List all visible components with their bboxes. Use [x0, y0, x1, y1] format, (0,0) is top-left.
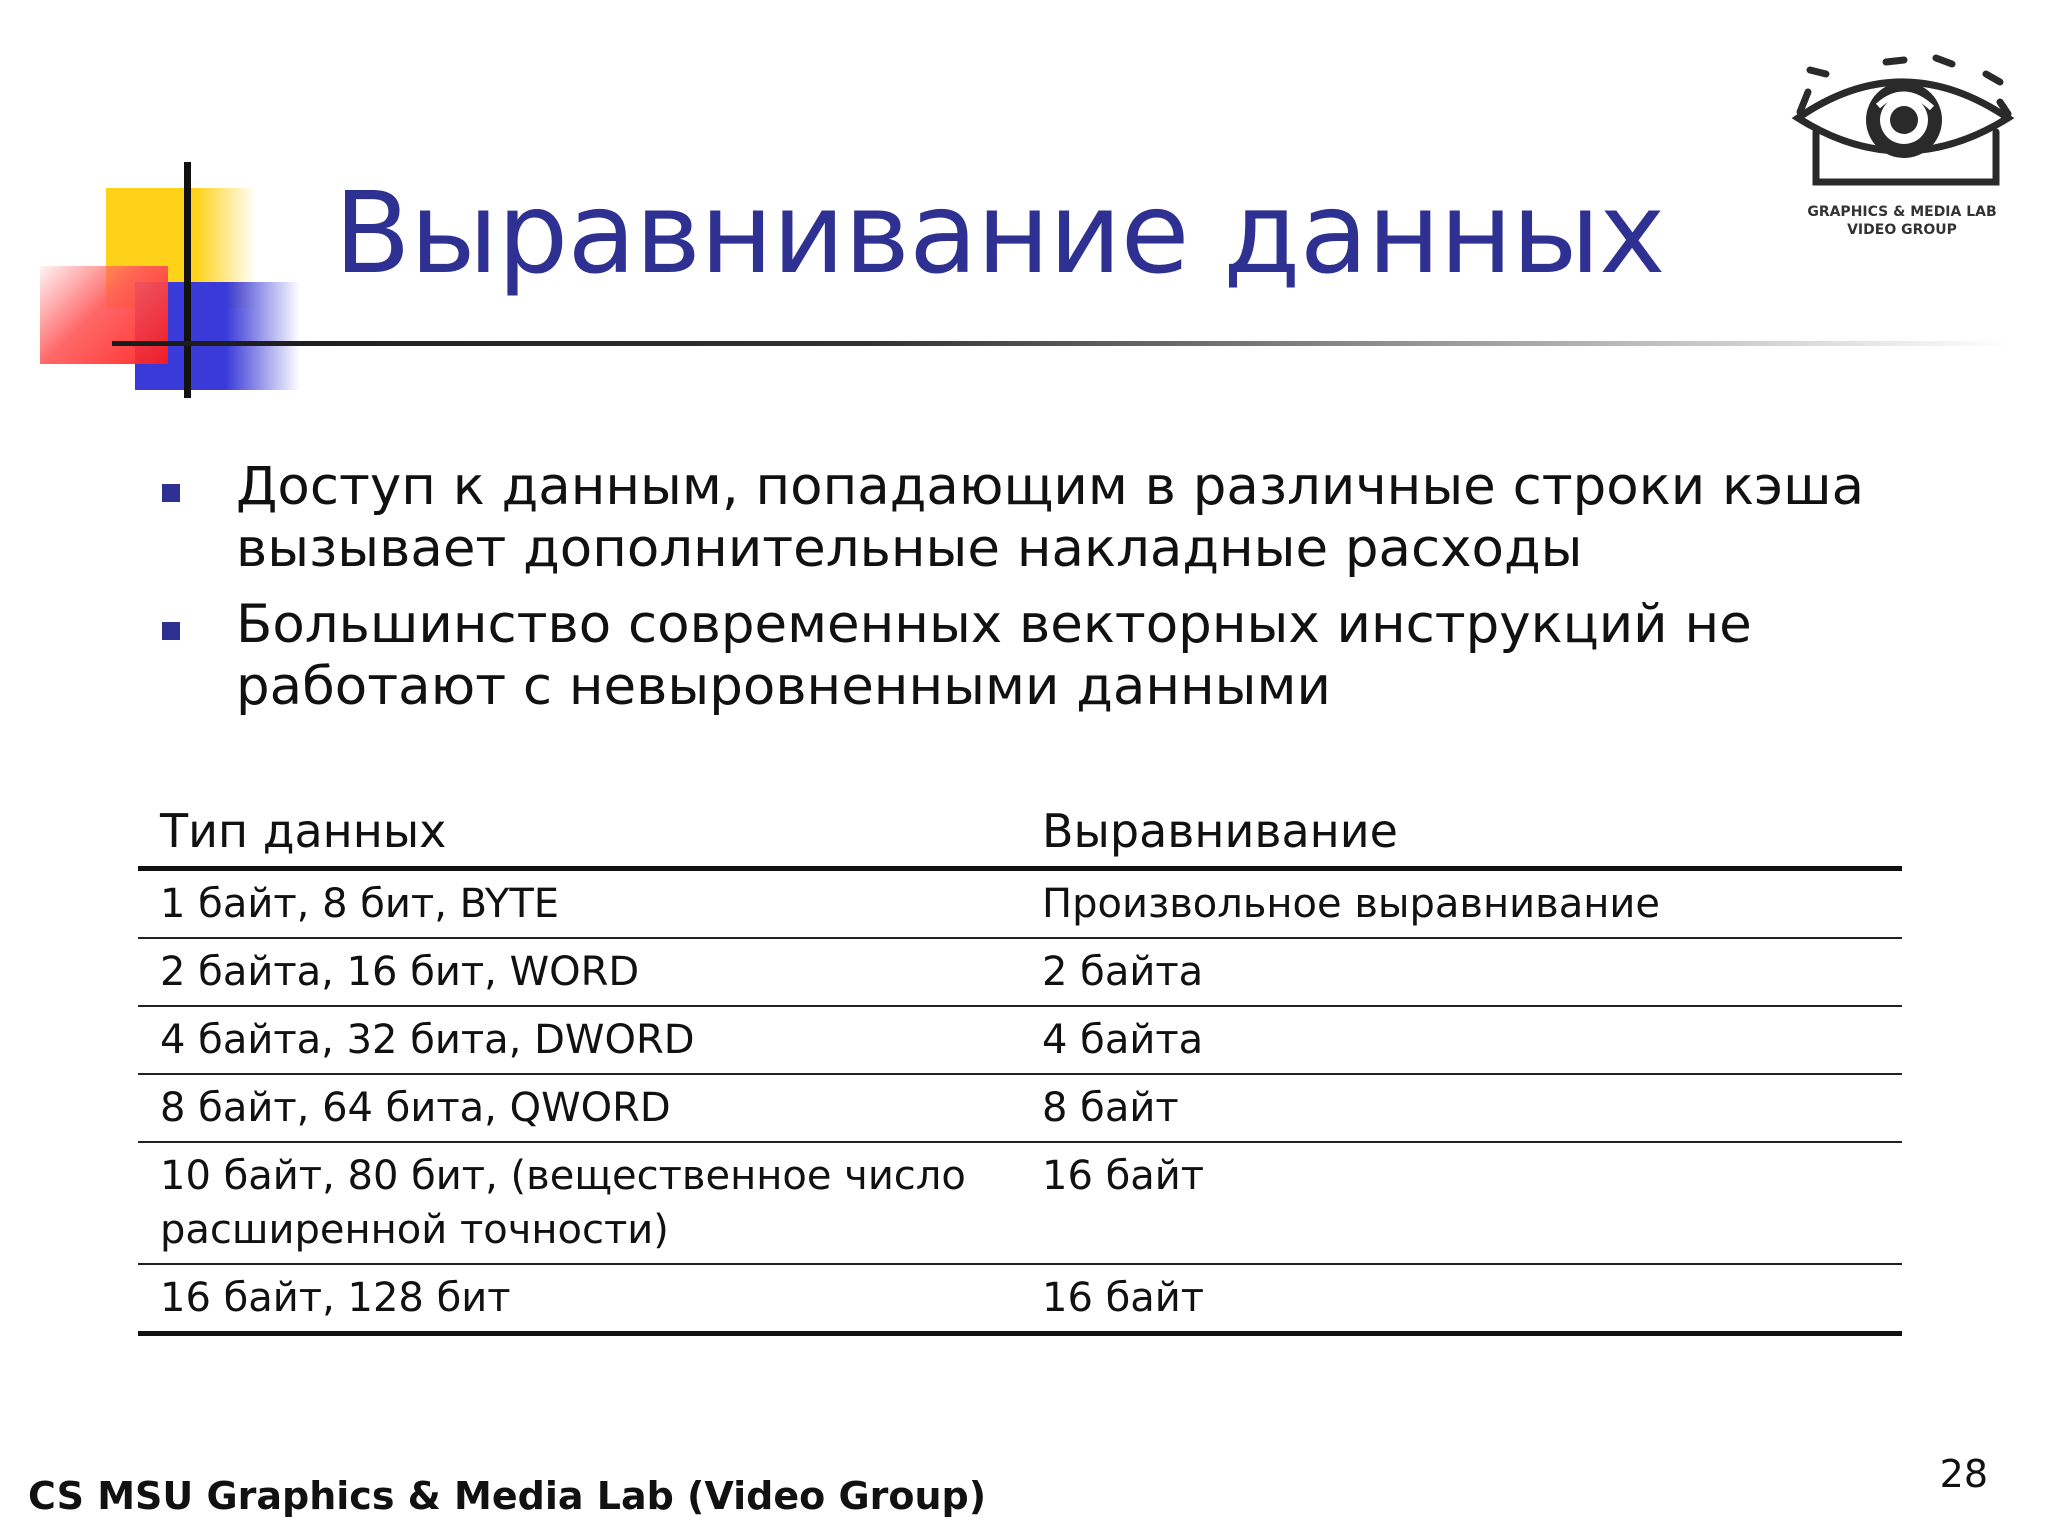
logo-text-line1: GRAPHICS & MEDIA LAB: [1807, 204, 1997, 220]
cell-data-type: 8 байт, 64 бита, QWORD: [138, 1074, 1020, 1142]
table-row: [138, 1074, 1902, 1142]
square-bullet-icon: [162, 484, 180, 502]
bullet-text: Доступ к данным, попадающим в различные строки кэша вызывает дополнительные накладные расходы: [236, 456, 1865, 579]
cell-alignment: Произвольное выравнивание: [1020, 869, 1902, 939]
header-alignment: Выравнивание: [1020, 798, 1902, 869]
decorative-squares: [0, 0, 360, 420]
square-bullet-icon: [162, 622, 180, 640]
table-row: [138, 869, 1902, 939]
table-row: [138, 1264, 1902, 1334]
red-square: [40, 266, 168, 364]
table-row: [138, 1006, 1902, 1074]
table-header-row: [138, 798, 1902, 869]
cell-alignment: 2 байта: [1020, 938, 1902, 1006]
page-number: 28: [1939, 1452, 1988, 1496]
cell-alignment: 4 байта: [1020, 1006, 1902, 1074]
cell-alignment: 16 байт: [1020, 1264, 1902, 1334]
table-row: [138, 1142, 1902, 1264]
footer-credit: CS MSU Graphics & Media Lab (Video Group): [28, 1474, 987, 1518]
lab-logo: [1786, 52, 2018, 242]
bullet-item: [160, 594, 1940, 718]
bullet-list: [160, 456, 1940, 732]
header-data-type: Тип данных: [138, 798, 1020, 869]
cell-data-type: 16 байт, 128 бит: [138, 1264, 1020, 1334]
cell-data-type: 4 байта, 32 бита, DWORD: [138, 1006, 1020, 1074]
cell-alignment: 16 байт: [1020, 1142, 1902, 1264]
cell-data-type: 1 байт, 8 бит, BYTE: [138, 869, 1020, 939]
title-underline: [112, 341, 2012, 346]
cell-data-type: 10 байт, 80 бит, (вещественное число расширенной точности): [138, 1142, 1020, 1264]
table-row: [138, 938, 1902, 1006]
eye-logo-icon: [1786, 52, 2018, 202]
vertical-rule: [184, 162, 191, 398]
bullet-text: Большинство современных векторных инструкций не работают с невыровненными данными: [236, 594, 1752, 717]
cell-alignment: 8 байт: [1020, 1074, 1902, 1142]
bullet-item: [160, 456, 1940, 580]
alignment-table: [138, 798, 1902, 1336]
logo-text-line2: VIDEO GROUP: [1847, 222, 1957, 238]
slide-title: Выравнивание данных: [334, 169, 1665, 299]
cell-data-type: 2 байта, 16 бит, WORD: [138, 938, 1020, 1006]
